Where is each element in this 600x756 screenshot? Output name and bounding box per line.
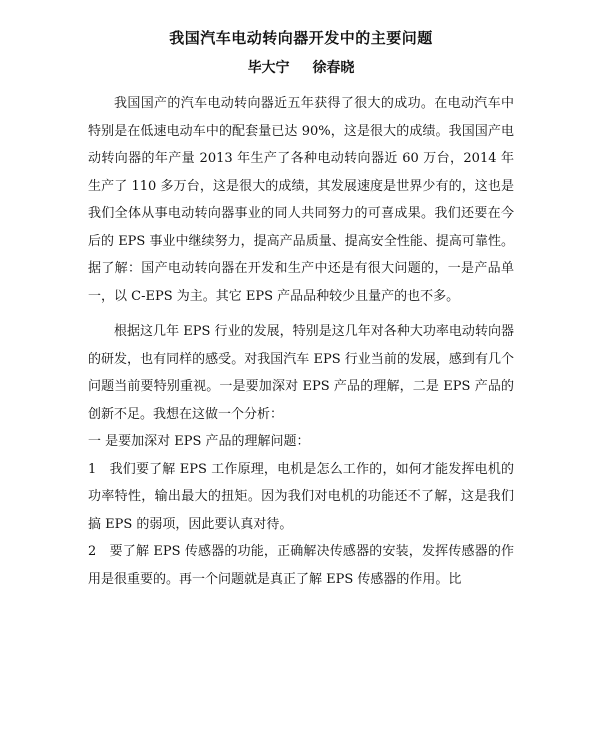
author-line [88,58,514,78]
author-name: 毕大宁 [247,60,290,76]
document-title: 我国汽车电动转向器开发中的主要问题 [169,29,433,47]
numbered-paragraph: 1 我们要了解 EPS 工作原理，电机是怎么工作的，如何才能发挥电机的功率特性，输出最大的扭矩。因为我们对电机的功能还不了解，这是我们搞 EPS 的弱项，因此要认真对待。 [88,461,514,532]
body-paragraph: 根据这几年 EPS 行业的发展，特别是这几年对各种大功率电动转向器的研发，也有同样的感受。对我国汽车 EPS 行业当前的发展，感到有几个问题当前要特别重视。一是要加深对 EPS 产品的理解，二是 EPS 产品的创新不足。我想在这做一个分析： [88,324,514,422]
numbered-paragraph: 2 要了解 EPS 传感器的功能，正确解决传感器的安装，发挥传感器的作用是很重要的。再一个问题就是真正了解 EPS 传感器的作用。比 [88,544,514,587]
author-name: 徐春晓 [312,60,355,76]
section-heading: 一 是要加深对 EPS 产品的理解问题： [88,434,310,449]
body-paragraph: 我国国产的汽车电动转向器近五年获得了很大的成功。在电动汽车中特别是在低速电动车中的配套量已达 90%，这是很大的成绩。我国国产电动转向器的年产量 2013 年生产了各种电动转向器近 60 万台，2014 年生产了 110 多万台，这是很大的成绩，其发展速度是世界少有的，这也是我们全体从事电动转向器事业的同人共同努力的可喜成果。我们还要在今后的 EPS 事业中继续努力，提高产品质量、提高安全性能、提高可靠性。据了解：国产电动转向器在开发和生产中还是有很大问题的，一是产品单一，以 C-EPS 为主。其它 EPS 产品品种较少且量产的也不多。 [88,96,514,304]
